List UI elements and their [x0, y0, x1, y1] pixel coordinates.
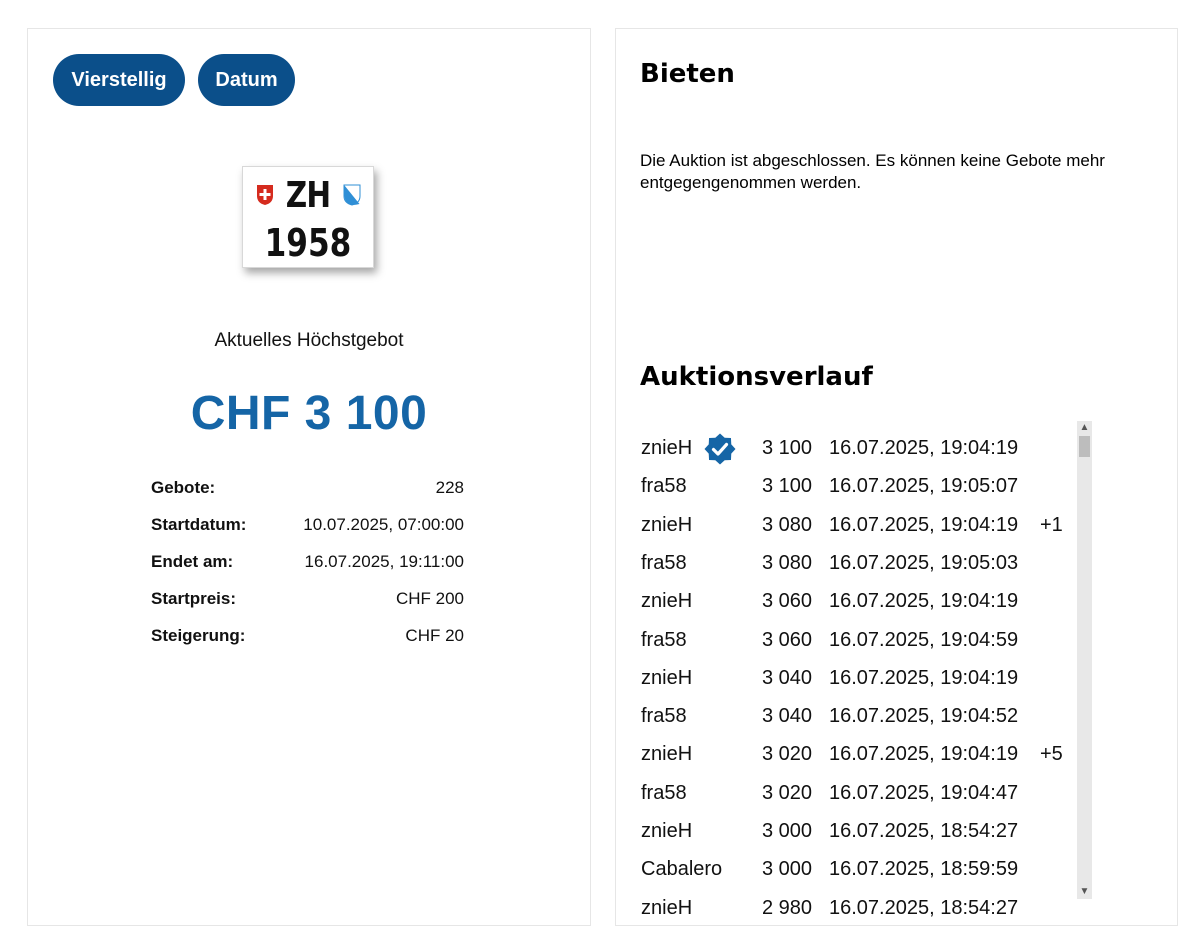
history-row [616, 697, 1092, 735]
history-time: 16.07.2025, 18:54:27 [829, 820, 1019, 842]
history-amount: 3 020 [762, 781, 813, 804]
auction-details [151, 477, 464, 662]
history-user: Cabalero [641, 858, 723, 881]
auction-closed-message: Die Auktion ist abgeschlossen. Es können keine Gebote mehr entgegengenommen werden. [640, 151, 1105, 192]
history-extra-count: +1 [1040, 513, 1063, 536]
history-amount: 3 080 [762, 551, 813, 574]
detail-value: CHF 20 [405, 626, 464, 645]
history-time: 16.07.2025, 18:54:27 [829, 896, 1019, 919]
detail-value: 228 [435, 478, 464, 497]
history-user: znieH [641, 743, 693, 766]
bidding-panel [615, 28, 1178, 926]
history-user: znieH [641, 666, 693, 689]
auction-history-list[interactable] [616, 421, 1092, 919]
history-user: fra58 [641, 551, 687, 574]
history-time: 16.07.2025, 18:59:59 [829, 858, 1019, 881]
history-row [616, 429, 1092, 467]
history-amount: 3 000 [762, 858, 813, 881]
scrollbar-thumb[interactable] [1079, 436, 1090, 457]
history-row [616, 467, 1092, 505]
history-time: 16.07.2025, 19:04:52 [829, 705, 1019, 728]
history-user: znieH [641, 896, 693, 919]
history-time: 16.07.2025, 19:04:59 [829, 628, 1019, 651]
chevron-up-icon[interactable]: ▲ [1079, 422, 1090, 433]
history-row [616, 850, 1092, 888]
history-time: 16.07.2025, 19:04:47 [829, 781, 1019, 804]
history-user: znieH [641, 437, 693, 459]
history-row [616, 544, 1092, 582]
history-row [616, 621, 1092, 659]
license-plate [242, 166, 374, 268]
history-scrollbar[interactable] [1077, 421, 1092, 899]
history-time: 16.07.2025, 19:04:19 [829, 437, 1019, 459]
history-row [616, 659, 1092, 697]
detail-label: Startpreis: [151, 589, 237, 608]
history-row [616, 774, 1092, 812]
history-user: fra58 [641, 628, 687, 651]
history-amount: 3 060 [762, 590, 813, 613]
history-user: znieH [641, 590, 693, 613]
detail-label: Steigerung: [151, 626, 246, 645]
history-time: 16.07.2025, 19:04:19 [829, 666, 1019, 689]
history-user: znieH [641, 513, 693, 536]
history-user: fra58 [641, 705, 687, 728]
history-time: 16.07.2025, 19:04:19 [829, 590, 1019, 613]
history-amount: 3 100 [762, 475, 813, 498]
detail-value: 16.07.2025, 19:11:00 [304, 552, 464, 571]
history-user: fra58 [641, 475, 687, 498]
plate-number: 1958 [264, 221, 352, 265]
zurich-shield-icon [343, 184, 361, 206]
history-title: Auktionsverlauf [640, 362, 873, 392]
detail-label: Gebote: [151, 478, 216, 497]
history-time: 16.07.2025, 19:05:07 [829, 475, 1019, 498]
detail-value: CHF 200 [395, 589, 464, 608]
history-amount: 3 100 [762, 437, 813, 459]
detail-row-increment [151, 625, 464, 662]
detail-row-start-date [151, 514, 464, 551]
bidding-title: Bieten [640, 59, 735, 89]
history-time: 16.07.2025, 19:05:03 [829, 551, 1019, 574]
chevron-down-icon[interactable]: ▼ [1079, 886, 1090, 897]
history-amount: 3 000 [762, 820, 813, 842]
history-user: fra58 [641, 781, 687, 804]
verified-badge-icon [704, 433, 736, 465]
detail-label: Endet am: [151, 552, 234, 571]
detail-value: 10.07.2025, 07:00:00 [303, 515, 464, 534]
filter-vierstellig-button[interactable]: Vierstellig [53, 54, 185, 106]
history-time: 16.07.2025, 19:04:19 [829, 743, 1019, 766]
history-row [616, 735, 1092, 773]
auction-detail-panel [27, 28, 591, 926]
history-amount: 3 080 [762, 513, 813, 536]
history-row [616, 506, 1092, 544]
history-extra-count: +5 [1040, 743, 1063, 766]
detail-label: Startdatum: [151, 515, 247, 534]
detail-row-start-price [151, 588, 464, 625]
highest-bid-label: Aktuelles Höchstgebot [214, 330, 404, 351]
detail-row-end-date [151, 551, 464, 588]
history-time: 16.07.2025, 19:04:19 [829, 513, 1019, 536]
history-amount: 2 980 [762, 896, 813, 919]
history-amount: 3 060 [762, 628, 813, 651]
history-amount: 3 040 [762, 705, 813, 728]
filter-datum-button[interactable]: Datum [198, 54, 295, 106]
history-row [616, 812, 1092, 850]
history-row [616, 582, 1092, 620]
history-user: znieH [641, 820, 693, 842]
plate-canton: ZH [285, 175, 331, 216]
history-amount: 3 040 [762, 666, 813, 689]
detail-row-bids [151, 477, 464, 514]
highest-bid-amount: CHF 3 100 [190, 387, 428, 440]
history-amount: 3 020 [762, 743, 813, 766]
history-row [616, 889, 1092, 927]
